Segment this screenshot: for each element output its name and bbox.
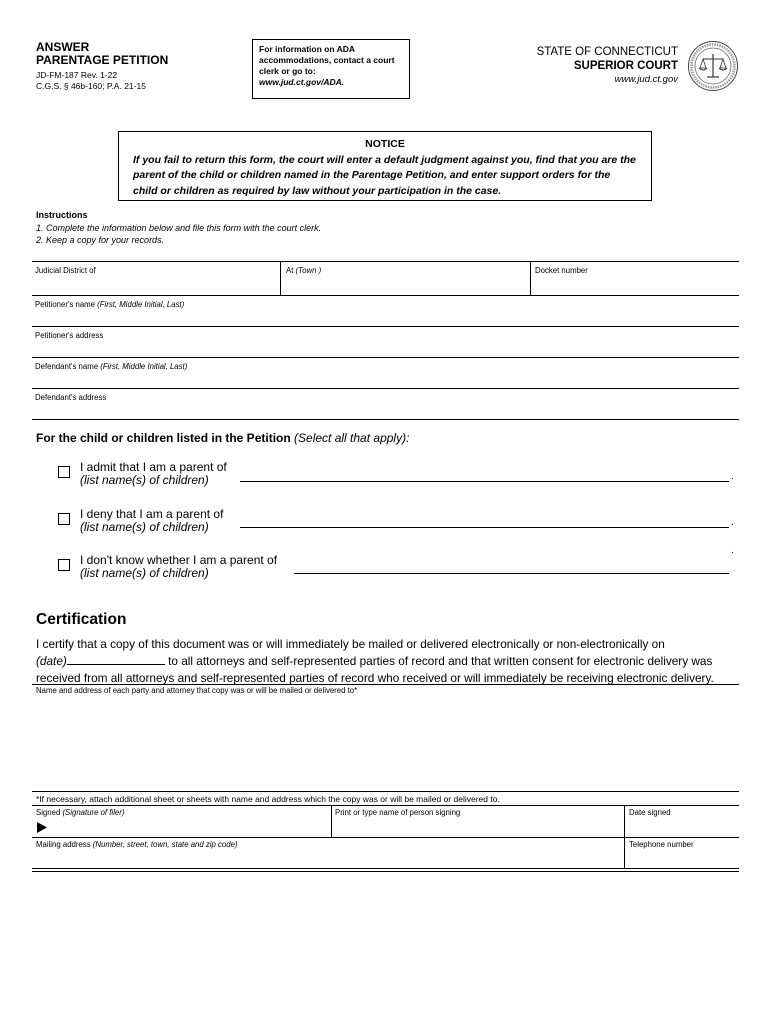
- children-heading: For the child or children listed in the Petition: [36, 431, 291, 445]
- defendant-address-field[interactable]: Defendant's address: [35, 393, 107, 402]
- at-town-label: At: [286, 266, 294, 275]
- admit-parent-checkbox[interactable]: [58, 466, 70, 478]
- certification-text: [36, 636, 736, 687]
- option-hint: (list name(s) of children): [80, 566, 209, 580]
- children-heading-hint: (Select all that apply):: [294, 431, 410, 445]
- admit-children-names-line[interactable]: [240, 481, 729, 482]
- docket-number-field[interactable]: Docket number: [535, 266, 588, 275]
- certification-line-2-text: to all attorneys and self-represented parties of record and that written consent for electronic delivery was: [168, 654, 713, 668]
- print-name-field[interactable]: Print or type name of person signing: [335, 808, 461, 817]
- signed-hint: (Signature of filer): [62, 808, 125, 817]
- deny-parent-checkbox[interactable]: [58, 513, 70, 525]
- admit-parent-option: [80, 461, 227, 487]
- option-label: I don't know whether I am a parent of: [80, 553, 278, 567]
- defendant-name-field[interactable]: [35, 362, 187, 371]
- divider: [32, 805, 739, 806]
- divider: [32, 684, 739, 685]
- period: .: [731, 471, 734, 482]
- deny-children-names-line[interactable]: [240, 527, 729, 528]
- certification-heading: Certification: [36, 611, 127, 628]
- name-address-field[interactable]: Name and address of each party and attorney that copy was or will be mailed or delivered to*: [36, 686, 358, 695]
- sign-here-arrow-icon: [37, 822, 47, 833]
- court-seal-icon: [687, 40, 739, 92]
- date-field[interactable]: [67, 653, 165, 665]
- defendant-address-row[interactable]: [32, 389, 739, 420]
- attach-sheet-note: *If necessary, attach additional sheet or sheets with name and address which the copy was or will be mailed or delivered to.: [36, 794, 500, 804]
- option-hint: (list name(s) of children): [80, 473, 209, 487]
- defendant-name-row[interactable]: [32, 358, 739, 389]
- bottom-border: [32, 868, 739, 869]
- unsure-parent-checkbox[interactable]: [58, 559, 70, 571]
- petitioner-name-field[interactable]: [35, 300, 184, 309]
- petitioner-name-hint: (First, Middle Initial, Last): [97, 300, 185, 309]
- default-judgment-notice: [118, 131, 652, 201]
- form-title-line2: PARENTAGE PETITION: [36, 53, 169, 67]
- at-town-field[interactable]: [286, 266, 321, 275]
- petitioner-name-label: Petitioner's name: [35, 300, 95, 309]
- form-number-block: [36, 70, 146, 92]
- certification-line-2: [36, 653, 736, 670]
- certification-line-1: I certify that a copy of this document was or will immediately be mailed or delivered electronically or non-electronically on: [36, 637, 665, 651]
- at-town-hint: (Town ): [295, 266, 322, 275]
- mailing-address-field[interactable]: [36, 840, 238, 849]
- date-label: (date): [36, 654, 67, 668]
- deny-parent-option: [80, 508, 223, 534]
- notice-body: If you fail to return this form, the court will enter a default judgment against you, find that you are the parent of the child or children named in the Parentage Petition, and enter support orders for the child or children as required by law without your participation in the case.: [133, 153, 636, 197]
- state-name: STATE OF CONNECTICUT: [536, 46, 678, 58]
- form-title: [36, 41, 168, 67]
- court-name: SUPERIOR COURT: [573, 60, 678, 72]
- column-divider: [530, 262, 531, 295]
- case-info-grid: [32, 262, 739, 420]
- option-label: I admit that I am a parent of: [80, 460, 227, 474]
- signed-field[interactable]: [36, 808, 124, 817]
- period: .: [731, 517, 734, 528]
- defendant-name-hint: (First, Middle Initial, Last): [100, 362, 188, 371]
- ada-text: For information on ADA accommodations, contact a court clerk or go to:: [259, 44, 395, 76]
- period: .: [731, 545, 734, 556]
- unsure-children-names-line[interactable]: [294, 573, 729, 574]
- column-divider: [331, 805, 332, 837]
- option-hint: (list name(s) of children): [80, 520, 209, 534]
- instructions-step-1: 1. Complete the information below and file this form with the court clerk.: [36, 222, 322, 233]
- children-section-heading: [36, 431, 409, 445]
- instructions-heading: Instructions: [36, 210, 88, 220]
- instructions: [36, 209, 321, 247]
- mailing-label: Mailing address: [36, 840, 91, 849]
- court-location-row: [32, 262, 739, 296]
- petitioner-name-row[interactable]: [32, 296, 739, 327]
- form-title-line1: ANSWER: [36, 40, 90, 54]
- petitioner-address-row[interactable]: [32, 327, 739, 358]
- column-divider: [280, 262, 281, 295]
- court-website[interactable]: www.jud.ct.gov: [614, 74, 678, 85]
- date-signed-field[interactable]: Date signed: [629, 808, 671, 817]
- instructions-step-2: 2. Keep a copy for your records.: [36, 235, 165, 245]
- option-label: I deny that I am a parent of: [80, 507, 224, 521]
- petitioner-address-field[interactable]: Petitioner's address: [35, 331, 104, 340]
- mailing-hint: (Number, street, town, state and zip code): [92, 840, 238, 849]
- divider: [32, 791, 739, 792]
- statute-reference: C.G.S. § 46b-160; P.A. 21-15: [36, 81, 146, 91]
- signed-label: Signed: [36, 808, 61, 817]
- telephone-field[interactable]: Telephone number: [629, 840, 694, 849]
- ada-link[interactable]: www.jud.ct.gov/ADA.: [259, 77, 345, 87]
- bottom-border: [32, 871, 739, 872]
- ada-info-box: [252, 39, 410, 99]
- form-number: JD-FM-187 Rev. 1-22: [36, 70, 118, 80]
- divider: [32, 837, 739, 838]
- unsure-parent-option: [80, 554, 277, 580]
- defendant-name-label: Defendant's name: [35, 362, 99, 371]
- judicial-district-field[interactable]: Judicial District of: [35, 266, 96, 275]
- notice-heading: NOTICE: [365, 138, 405, 150]
- court-header: [537, 45, 678, 87]
- certification-line-3: received from all attorneys and self-represented parties of record who received or will immediately be receiving electronic delivery.: [36, 671, 714, 685]
